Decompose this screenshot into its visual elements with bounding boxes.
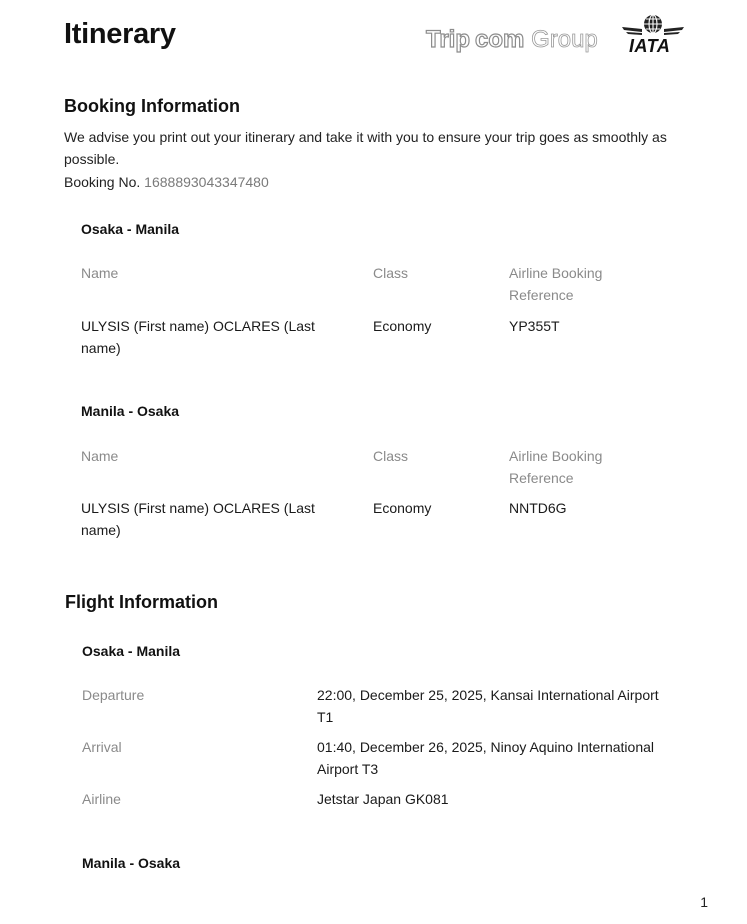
page-title: Itinerary [64,18,176,50]
iata-logo [620,12,686,56]
logo-com-word: com [475,26,525,53]
airline-value: Jetstar Japan GK081 [317,791,449,807]
tripcom-group-logo [426,26,598,55]
col-reference-header: Airline Booking Reference [509,265,603,303]
passenger-class: Economy [373,500,432,516]
passenger-name: ULYSIS (First name) OCLARES (Last name) [81,500,315,538]
booking-number-value: 1688893043347480 [144,174,269,190]
booking-segment-route: Manila - Osaka [81,403,180,419]
col-name-header: Name [81,448,119,464]
page-number: 1 [700,894,708,910]
arrival-value: 01:40, December 26, 2025, Ninoy Aquino International Airport T3 [317,739,655,777]
departure-label: Departure [82,687,145,703]
flight-segment-route: Osaka - Manila [82,643,181,659]
airline-booking-reference: YP355T [509,318,560,334]
airline-booking-reference: NNTD6G [509,500,567,516]
col-name-header: Name [81,265,119,281]
flight-segment-route: Manila - Osaka [82,855,181,871]
logo-group-word: Group [531,26,598,53]
col-class-header: Class [373,265,409,281]
airline-label: Airline [82,791,121,807]
booking-number-label: Booking No. [64,174,141,190]
booking-segment-route: Osaka - Manila [81,221,180,237]
passenger-class: Economy [373,318,432,334]
flight-info-heading: Flight Information [65,592,218,612]
booking-advice-text: We advise you print out your itinerary and take it with you to ensure your trip goes as smoothly as possible. [64,129,667,167]
arrival-label: Arrival [82,739,122,755]
iata-text: IATA [629,36,671,56]
booking-number-line [64,171,269,193]
passenger-name: ULYSIS (First name) OCLARES (Last name) [81,318,315,356]
col-class-header: Class [373,448,409,464]
booking-info-heading: Booking Information [64,96,240,116]
col-reference-header: Airline Booking Reference [509,448,603,486]
departure-value: 22:00, December 25, 2025, Kansai International Airport T1 [317,687,659,725]
logo-trip-word: Trip [426,26,471,53]
